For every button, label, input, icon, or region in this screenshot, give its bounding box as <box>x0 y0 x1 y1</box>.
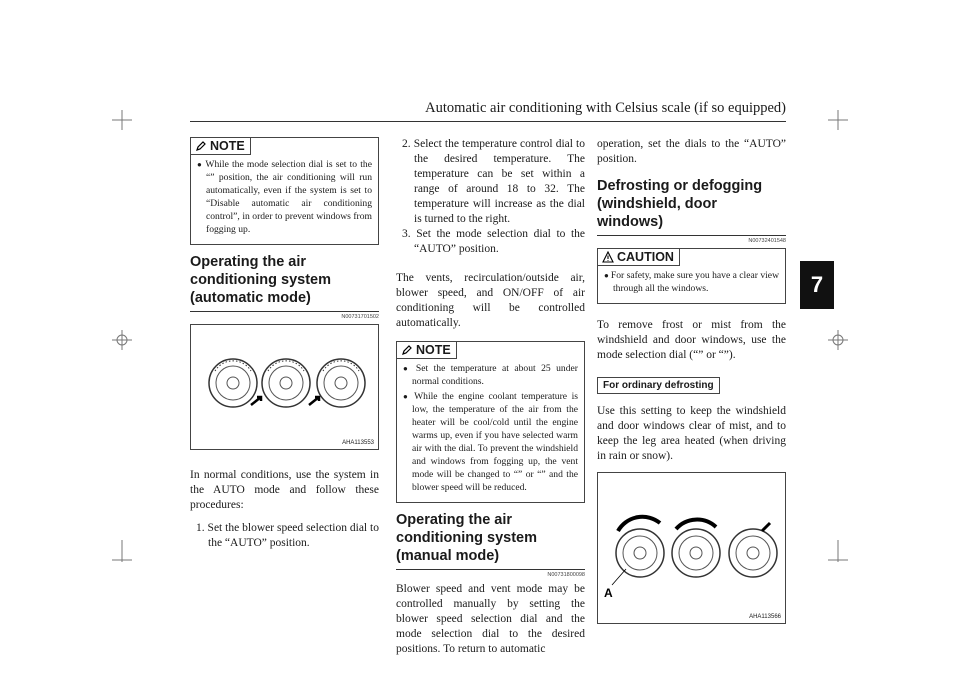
blower-dial-icon <box>616 529 664 577</box>
section-code: N00732401548 <box>748 238 786 244</box>
section-code: N00731800098 <box>547 572 585 578</box>
procedure-step: 2. Select the temperature control dial to the desired temperature. The temperature can be set within a range of around 18 to 32. The temperature will increase as the dial is turned to the right. <box>402 138 585 225</box>
procedure-step: 3. Set the mode selection dial to the “AUTO” position. <box>402 228 585 255</box>
column-2 <box>396 137 585 665</box>
mode-dial-icon <box>317 359 365 407</box>
temperature-dial-icon <box>262 359 310 407</box>
section-code: N00731701502 <box>341 314 379 320</box>
section-title-defrosting: Defrosting or defogging (windshield, door windows) <box>597 177 786 236</box>
figure-code: AHA113566 <box>749 614 781 620</box>
note-item: ● Set the temperature at about 25 under normal conditions. <box>403 362 578 388</box>
section-title-manual: Operating the air conditioning system (manual mode) <box>396 511 585 570</box>
note-pencil-icon <box>401 344 413 356</box>
subheading: For ordinary defrosting <box>597 377 720 394</box>
header-rule <box>190 121 786 122</box>
body-text: Blower speed and vent mode may be controlled manually by setting the blower speed selection dial and the mode selection dial to the desired positions. To return to automatic <box>396 583 585 655</box>
control-dials-illustration <box>191 325 378 449</box>
defrost-dials-illustration <box>598 473 785 623</box>
note-item: ● While the engine coolant temperature is low, the temperature of the air from the heater will be cool/cold until the engine warms up, even if you have selected warm air with the dial. To prevent the windshield and windows from fogging up, the vent mode will be changed to “” or “” and the blower speed will be reduced. <box>403 390 578 494</box>
note-label: NOTE <box>396 341 457 359</box>
body-text: The vents, recirculation/outside air, blower speed, and ON/OFF of air conditioning will be controlled automatically. <box>396 272 585 329</box>
column-3 <box>597 137 786 624</box>
page-header-title: Automatic air conditioning with Celsius scale (if so equipped) <box>425 100 786 116</box>
rotation-arrow-icon <box>676 520 716 529</box>
column-1 <box>190 137 379 551</box>
mode-dial-icon <box>729 529 777 577</box>
figure-code: AHA113553 <box>342 440 374 446</box>
body-text: In normal conditions, use the system in the AUTO mode and follow these procedures: <box>190 469 379 511</box>
figure-control-panel <box>190 324 379 450</box>
section-title-automatic: Operating the air conditioning system (automatic mode) <box>190 253 379 312</box>
blower-dial-icon <box>209 359 257 407</box>
body-text: To remove frost or mist from the windshield and door windows, use the mode selection dial (“” or “”). <box>597 319 786 361</box>
warning-triangle-icon <box>602 251 614 263</box>
caution-box <box>597 248 786 304</box>
temperature-dial-icon <box>672 529 720 577</box>
figure-defrost-panel <box>597 472 786 624</box>
note-pencil-icon <box>195 140 207 152</box>
note-box <box>190 137 379 245</box>
arrow-icon <box>762 523 770 531</box>
caution-label: CAUTION <box>597 248 680 266</box>
note-item: ● While the mode selection dial is set to the “” position, the air conditioning will run automatically, even if the system is set to “Disable automatic air conditioning control”, in order to prevent windows from fogging up. <box>197 158 372 236</box>
body-text: operation, set the dials to the “AUTO” position. <box>597 138 786 165</box>
callout-label: A <box>604 586 613 600</box>
body-text: Use this setting to keep the windshield and door windows clear of mist, and to keep the leg area heated (when driving in rain or snow). <box>597 405 786 462</box>
chapter-tab: 7 <box>800 261 834 309</box>
procedure-step: 1. Set the blower speed selection dial to the “AUTO” position. <box>196 522 379 549</box>
note-box <box>396 341 585 503</box>
callout-line <box>612 569 626 585</box>
note-label: NOTE <box>190 137 251 155</box>
arrow-icon <box>309 397 319 405</box>
caution-item: ● For safety, make sure you have a clear view through all the windows. <box>604 269 779 295</box>
